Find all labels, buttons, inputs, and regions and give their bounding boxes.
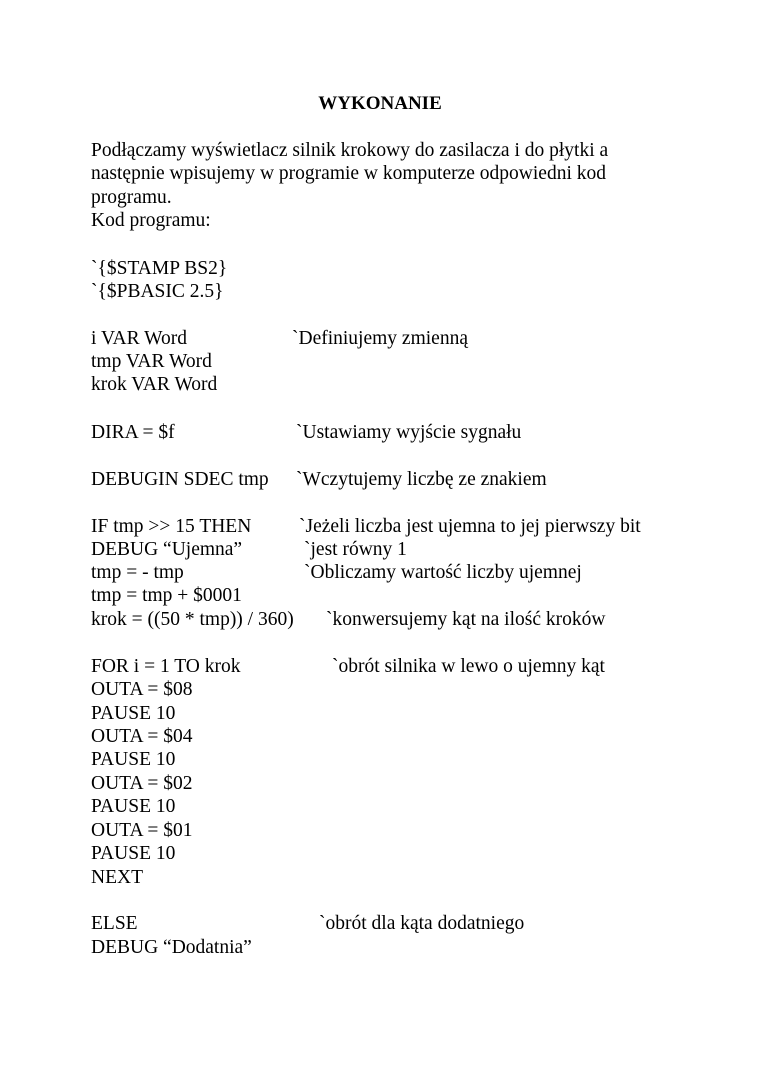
code-comment: `Jeżeli liczba jest ujemna to jej pierwszy bit [299, 516, 641, 537]
code-line: PAUSE 10 [91, 843, 176, 864]
code-line: DEBUG “Ujemna” [91, 539, 243, 560]
code-line: IF tmp >> 15 THEN [91, 516, 252, 537]
code-line: PAUSE 10 [91, 796, 176, 817]
code-line: i VAR Word [91, 328, 187, 349]
code-line: krok VAR Word [91, 374, 218, 395]
code-line: PAUSE 10 [91, 749, 176, 770]
code-comment: `konwersujemy kąt na ilość kroków [326, 609, 606, 630]
code-line: OUTA = $02 [91, 773, 193, 794]
code-line: NEXT [91, 867, 143, 888]
code-line: tmp = - tmp [91, 562, 184, 583]
code-line: OUTA = $04 [91, 726, 193, 747]
code-comment: `Obliczamy wartość liczby ujemnej [304, 562, 582, 583]
code-line: PAUSE 10 [91, 703, 176, 724]
code-line: DIRA = $f [91, 422, 175, 443]
intro-line: następnie wpisujemy w programie w komputerze odpowiedni kod [91, 163, 607, 185]
intro-paragraph [91, 139, 681, 233]
code-comment: `obrót dla kąta dodatniego [319, 913, 525, 934]
intro-line: Podłączamy wyświetlacz silnik krokowy do zasilacza i do płytki a [91, 140, 609, 161]
code-comment: `Definiujemy zmienną [292, 328, 468, 349]
code-comment: `jest równy 1 [304, 539, 407, 560]
code-line: DEBUG “Dodatnia” [91, 937, 252, 958]
intro-line: programu. [91, 186, 172, 208]
code-comment: `Ustawiamy wyjście sygnału [296, 422, 522, 443]
code-line: DEBUGIN SDEC tmp [91, 469, 269, 490]
page-title: WYKONANIE [318, 93, 442, 114]
code-line: OUTA = $01 [91, 820, 193, 841]
code-comment: `Wczytujemy liczbę ze znakiem [296, 469, 547, 490]
code-line: FOR i = 1 TO krok [91, 656, 241, 677]
code-line: `{$STAMP BS2} [91, 258, 228, 279]
code-line: OUTA = $08 [91, 679, 193, 700]
code-comment: `obrót silnika w lewo o ujemny kąt [332, 656, 605, 677]
code-line: ELSE [91, 913, 138, 934]
code-line: krok = ((50 * tmp)) / 360) [91, 609, 294, 630]
code-line: tmp VAR Word [91, 351, 212, 372]
code-line: `{$PBASIC 2.5} [91, 281, 224, 302]
code-line: tmp = tmp + $0001 [91, 585, 242, 606]
intro-line: Kod programu: [91, 210, 211, 232]
